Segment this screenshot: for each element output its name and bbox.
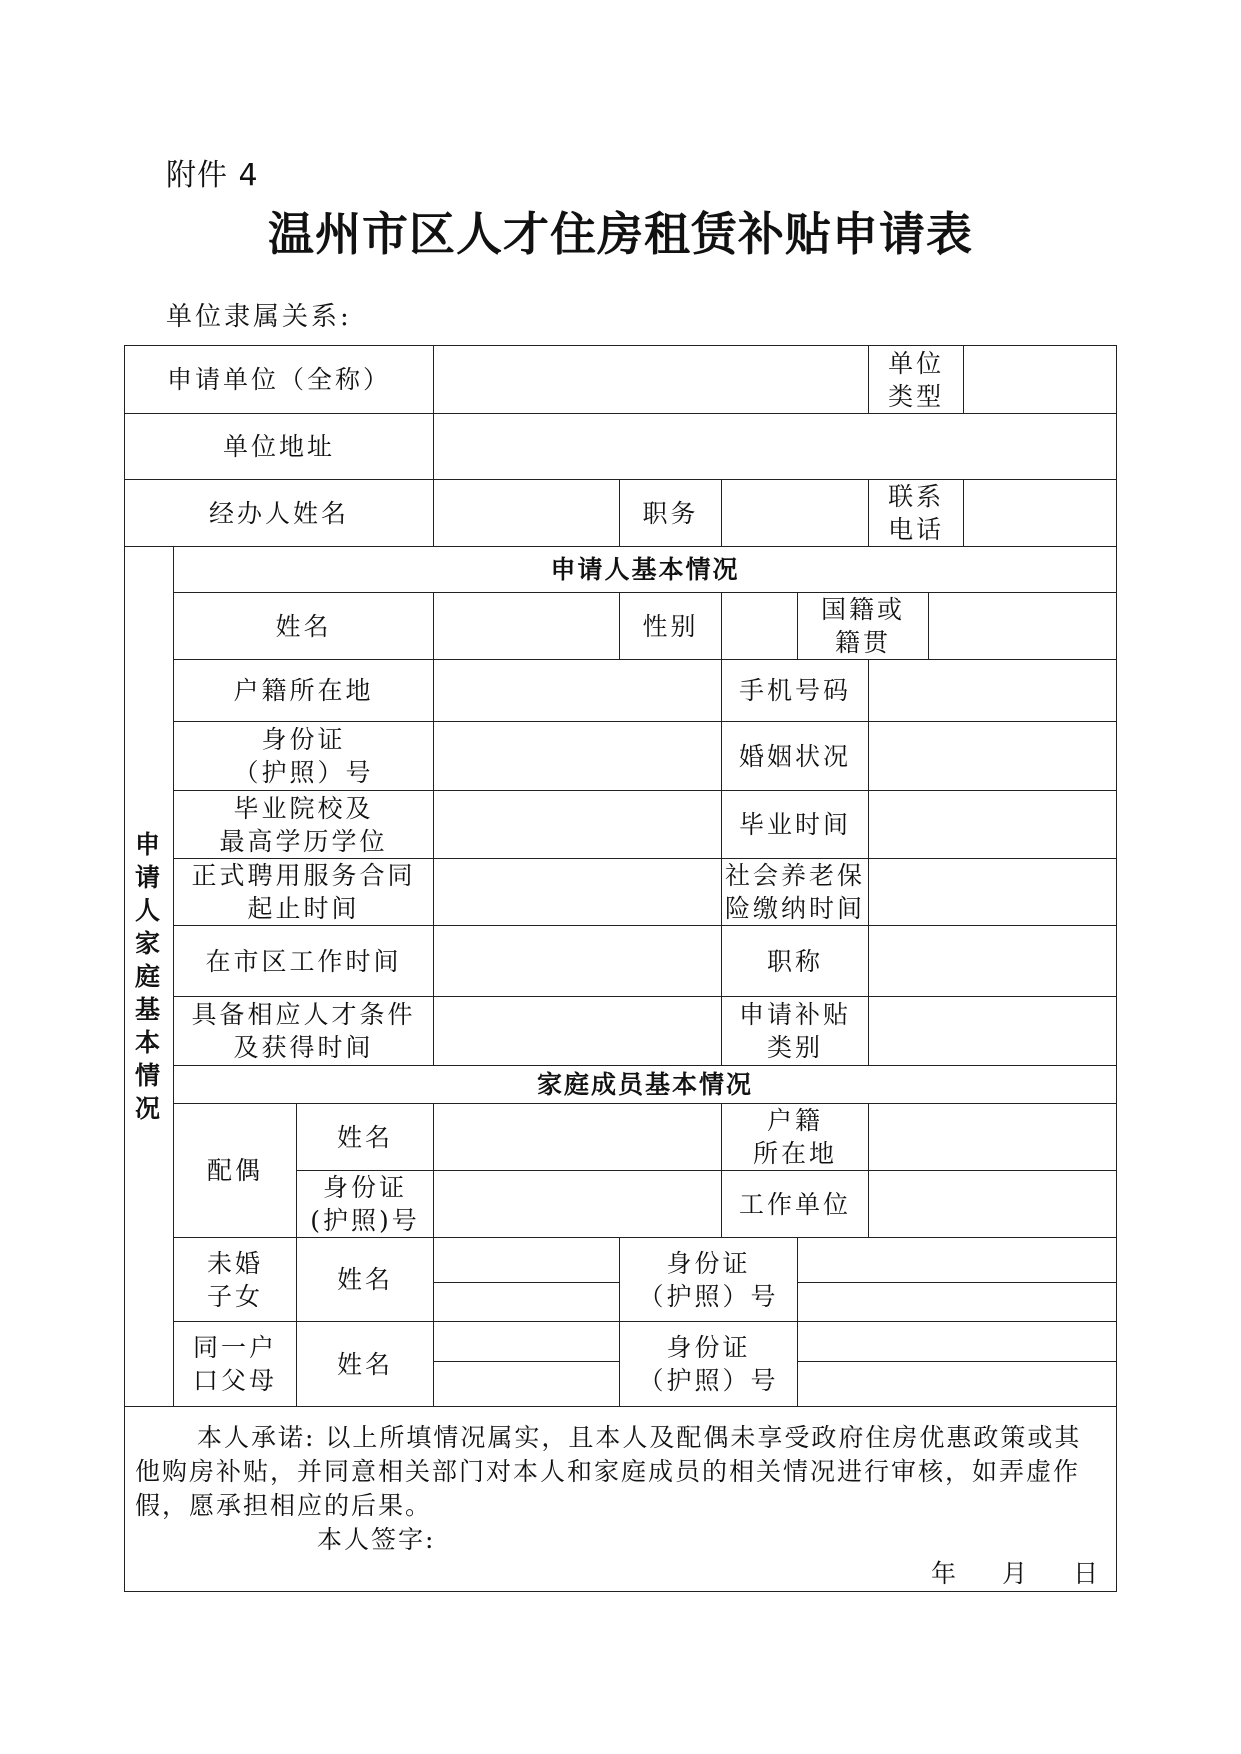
- position-field[interactable]: [722, 480, 869, 547]
- parents-label-line2: 口父母: [192, 1366, 277, 1395]
- parents-id-label-line2: （护照）号: [638, 1366, 779, 1395]
- subsidy-type-label-line1: 申请补贴: [739, 1000, 852, 1029]
- parents-id-label-line1: 身份证: [666, 1333, 751, 1362]
- talent-label-line2: 及获得时间: [233, 1033, 374, 1062]
- children-name-label: 姓名: [297, 1238, 434, 1322]
- spouse-id-label-line1: 身份证: [323, 1173, 408, 1202]
- row-applicant-unit: [125, 346, 1117, 414]
- handler-name-label: 经办人姓名: [125, 480, 434, 547]
- unit-relation-label: 单位隶属关系:: [166, 302, 352, 332]
- school-label-line2: 最高学历学位: [219, 826, 388, 856]
- spouse-hukou-field[interactable]: [869, 1104, 1117, 1171]
- gender-label: 性别: [620, 593, 722, 660]
- side-char: 申: [134, 830, 163, 859]
- position-label: 职务: [620, 480, 722, 547]
- child-name-field-1[interactable]: [434, 1238, 620, 1283]
- child-name-field-2[interactable]: [434, 1283, 620, 1322]
- parent-id-field-2[interactable]: [798, 1362, 1117, 1407]
- side-char: 庭: [134, 962, 163, 991]
- date-year-label: 年: [931, 1559, 959, 1588]
- parent-name-field-1[interactable]: [434, 1322, 620, 1362]
- spouse-hukou-label-line1: 户籍: [767, 1106, 824, 1135]
- nationality-label-line1: 国籍或: [821, 595, 906, 624]
- spouse-name-label: 姓名: [297, 1104, 434, 1171]
- row-contract-pension: [125, 859, 1117, 926]
- mobile-field[interactable]: [869, 660, 1117, 722]
- spouse-work-unit-field[interactable]: [869, 1171, 1117, 1238]
- applicant-unit-label: 申请单位（全称）: [125, 346, 434, 414]
- professional-title-label: 职称: [722, 926, 869, 997]
- children-label-line2: 子女: [206, 1281, 263, 1311]
- row-handler: [125, 480, 1117, 547]
- unit-address-label: 单位地址: [125, 414, 434, 480]
- spouse-label: 配偶: [174, 1104, 297, 1238]
- nationality-label-line2: 籍贯: [835, 628, 892, 657]
- signature-label: 本人签字:: [317, 1525, 436, 1554]
- row-hukou-mobile: [125, 660, 1117, 722]
- children-id-label-line1: 身份证: [666, 1248, 751, 1278]
- phone-label-line1: 联系: [888, 482, 945, 511]
- date-day-label: 日: [1073, 1559, 1101, 1588]
- pension-label-line2: 险缴纳时间: [725, 894, 866, 923]
- signature-line: [135, 1523, 1106, 1557]
- hukou-label: 户籍所在地: [174, 660, 434, 722]
- children-id-label: [620, 1238, 798, 1322]
- row-id-marital: [125, 722, 1117, 791]
- row-commitment: [125, 1407, 1117, 1592]
- spouse-name-field[interactable]: [434, 1104, 722, 1171]
- row-worktime-title: [125, 926, 1117, 997]
- unit-address-field[interactable]: [434, 414, 1117, 480]
- parent-name-field-2[interactable]: [434, 1362, 620, 1407]
- spouse-id-label: [297, 1171, 434, 1238]
- date-month-label: 月: [1002, 1559, 1030, 1588]
- id-label-line1: 身份证: [261, 725, 346, 754]
- contract-period-label: [174, 859, 434, 926]
- school-label-line1: 毕业院校及: [233, 793, 374, 823]
- side-char: 况: [134, 1094, 163, 1123]
- work-time-field[interactable]: [434, 926, 722, 997]
- side-char: 情: [134, 1061, 163, 1090]
- nationality-field[interactable]: [929, 593, 1117, 660]
- applicant-section-title: 申请人基本情况: [174, 547, 1117, 593]
- spouse-id-label-line2: (护照)号: [310, 1206, 420, 1235]
- school-degree-label: [174, 791, 434, 859]
- row-applicant-section: [125, 547, 1117, 593]
- side-char: 基: [134, 995, 163, 1024]
- talent-label-line1: 具备相应人才条件: [191, 1000, 416, 1029]
- attachment-number: 附件 4: [166, 158, 259, 193]
- gender-field[interactable]: [722, 593, 798, 660]
- date-line: [135, 1557, 1106, 1591]
- row-unit-address: [125, 414, 1117, 480]
- pension-label-line1: 社会养老保: [725, 861, 866, 890]
- unit-type-label-line2: 类型: [888, 381, 945, 411]
- mobile-label: 手机号码: [722, 660, 869, 722]
- spouse-work-unit-label: 工作单位: [722, 1171, 869, 1238]
- pension-time-label: [722, 859, 869, 926]
- applicant-name-label: 姓名: [174, 593, 434, 660]
- commitment-cell: [125, 1407, 1117, 1592]
- graduation-time-field[interactable]: [869, 791, 1117, 859]
- subsidy-type-field[interactable]: [869, 997, 1117, 1066]
- contract-label-line1: 正式聘用服务合同: [191, 861, 416, 890]
- contract-period-field[interactable]: [434, 859, 722, 926]
- page-title: 温州市区人才住房租赁补贴申请表: [268, 207, 973, 261]
- marital-status-label: 婚姻状况: [722, 722, 869, 791]
- parents-name-label: 姓名: [297, 1322, 434, 1407]
- family-section-title: 家庭成员基本情况: [174, 1066, 1117, 1104]
- commitment-text: [135, 1421, 1106, 1523]
- talent-condition-label: [174, 997, 434, 1066]
- row-school-gradtime: [125, 791, 1117, 859]
- row-children-1: [125, 1238, 1117, 1283]
- parents-label: [174, 1322, 297, 1407]
- phone-label: [869, 480, 964, 547]
- id-label-line2: （护照）号: [233, 758, 374, 787]
- children-label-line1: 未婚: [206, 1248, 263, 1278]
- handler-name-field[interactable]: [434, 480, 620, 547]
- school-degree-field[interactable]: [434, 791, 722, 859]
- talent-condition-field[interactable]: [434, 997, 722, 1066]
- parents-label-line1: 同一户: [192, 1333, 277, 1362]
- spouse-hukou-label: [722, 1104, 869, 1171]
- subsidy-type-label: [722, 997, 869, 1066]
- row-family-section: [125, 1066, 1117, 1104]
- spouse-id-field[interactable]: [434, 1171, 722, 1238]
- applicant-name-field[interactable]: [434, 593, 620, 660]
- spouse-hukou-label-line2: 所在地: [753, 1139, 838, 1168]
- id-number-label: [174, 722, 434, 791]
- side-char: 本: [134, 1028, 163, 1057]
- row-parents-1: [125, 1322, 1117, 1362]
- parents-id-label: [620, 1322, 798, 1407]
- hukou-field[interactable]: [434, 660, 722, 722]
- nationality-label: [798, 593, 929, 660]
- child-id-field-2[interactable]: [798, 1283, 1117, 1322]
- side-char: 请: [134, 863, 163, 892]
- row-name-gender: [125, 593, 1117, 660]
- row-spouse-name: [125, 1104, 1117, 1171]
- children-label: [174, 1238, 297, 1322]
- id-number-field[interactable]: [434, 722, 722, 791]
- marital-status-field[interactable]: [869, 722, 1117, 791]
- applicant-family-side-label: [125, 547, 174, 1407]
- unit-type-label-line1: 单位: [888, 348, 945, 378]
- commitment-text-content: 本人承诺: 以上所填情况属实，且本人及配偶未享受政府住房优惠政策或其他购房补贴，并同意相关部门对本人和家庭成员的相关情况进行审核，如弄虚作假，愿承担相应的后果。: [135, 1423, 1082, 1520]
- phone-label-line2: 电话: [888, 515, 945, 544]
- unit-type-field[interactable]: [964, 346, 1117, 414]
- professional-title-field[interactable]: [869, 926, 1117, 997]
- applicant-unit-field[interactable]: [434, 346, 869, 414]
- side-char: 家: [134, 929, 163, 958]
- application-form-table: [124, 345, 1117, 1592]
- child-id-field-1[interactable]: [798, 1238, 1117, 1283]
- phone-field[interactable]: [964, 480, 1117, 547]
- unit-type-label: [869, 346, 964, 414]
- subsidy-type-label-line2: 类别: [767, 1033, 824, 1062]
- pension-time-field[interactable]: [869, 859, 1117, 926]
- parent-id-field-1[interactable]: [798, 1322, 1117, 1362]
- contract-label-line2: 起止时间: [247, 894, 360, 923]
- row-talent-subsidy: [125, 997, 1117, 1066]
- graduation-time-label: 毕业时间: [722, 791, 869, 859]
- side-char: 人: [134, 896, 163, 925]
- children-id-label-line2: （护照）号: [638, 1281, 779, 1311]
- work-time-label: 在市区工作时间: [174, 926, 434, 997]
